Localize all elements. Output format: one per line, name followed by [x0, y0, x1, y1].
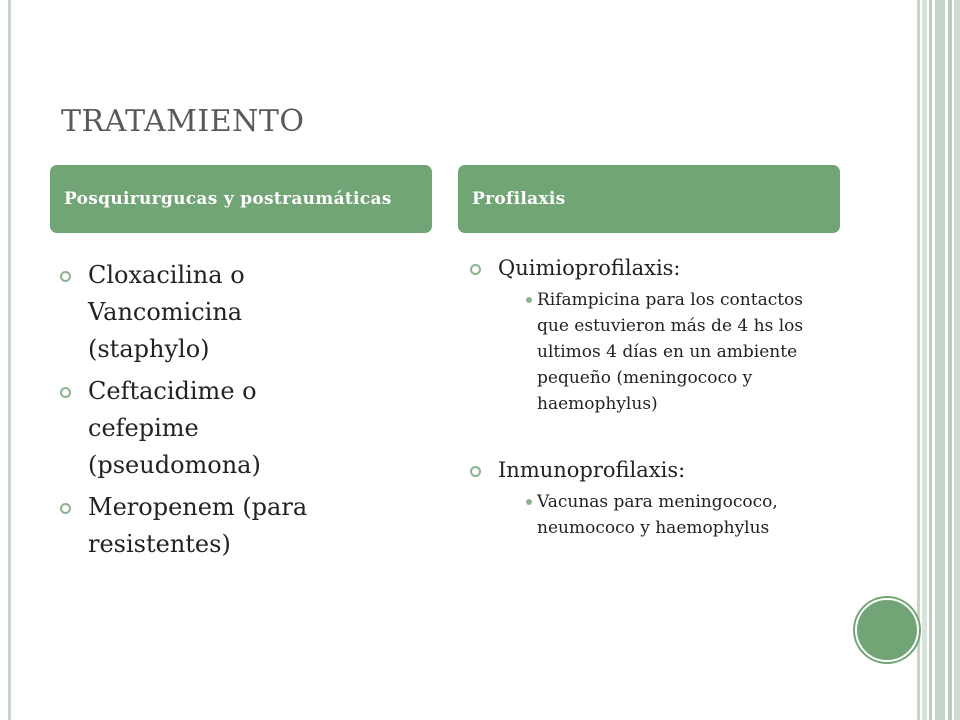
- dot-bullet-icon: [526, 297, 532, 303]
- spacer: [470, 417, 840, 455]
- list-item-text: Cloxacilina o Vancomicina (staphylo): [88, 261, 245, 363]
- dot-bullet-icon: [526, 499, 532, 505]
- sublist-item: [498, 287, 840, 417]
- list-item: [60, 489, 360, 563]
- sublist-item-text: Vacunas para meningococo, neumococo y haemophylus: [537, 492, 778, 538]
- slide-left-border: [8, 0, 11, 720]
- ring-bullet-icon: [60, 387, 71, 398]
- ring-bullet-icon: [60, 271, 71, 282]
- list-item-quimioprofilaxis: [470, 253, 840, 417]
- ring-bullet-icon: [470, 264, 481, 275]
- sublist: [498, 489, 840, 541]
- list-item-text: Inmunoprofilaxis:: [498, 458, 686, 482]
- list-item: [60, 373, 360, 484]
- slide-title: TRATAMIENTO: [61, 104, 305, 139]
- left-column-list: [60, 257, 360, 568]
- list-item-text: Ceftacidime o cefepime (pseudomona): [88, 377, 261, 479]
- decorative-side-stripes: [917, 0, 960, 720]
- ring-bullet-icon: [470, 466, 481, 477]
- list-item-inmunoprofilaxis: [470, 455, 840, 541]
- right-column-header: Profilaxis: [458, 165, 840, 233]
- sublist-item: [498, 489, 840, 541]
- right-column-list: [470, 253, 840, 541]
- list-item: [60, 257, 360, 368]
- ring-bullet-icon: [60, 503, 71, 514]
- sublist-item-text: Rifampicina para los contactos que estuvieron más de 4 hs los ultimos 4 días en un ambiente pequeño (meningococo y haemophylus): [537, 290, 804, 414]
- list-item-text: Meropenem (para resistentes): [88, 493, 308, 558]
- sublist: [498, 287, 840, 417]
- left-column-header: Posquirurgucas y postraumáticas: [50, 165, 432, 233]
- decorative-circle: [855, 598, 919, 662]
- list-item-text: Quimioprofilaxis:: [498, 256, 681, 280]
